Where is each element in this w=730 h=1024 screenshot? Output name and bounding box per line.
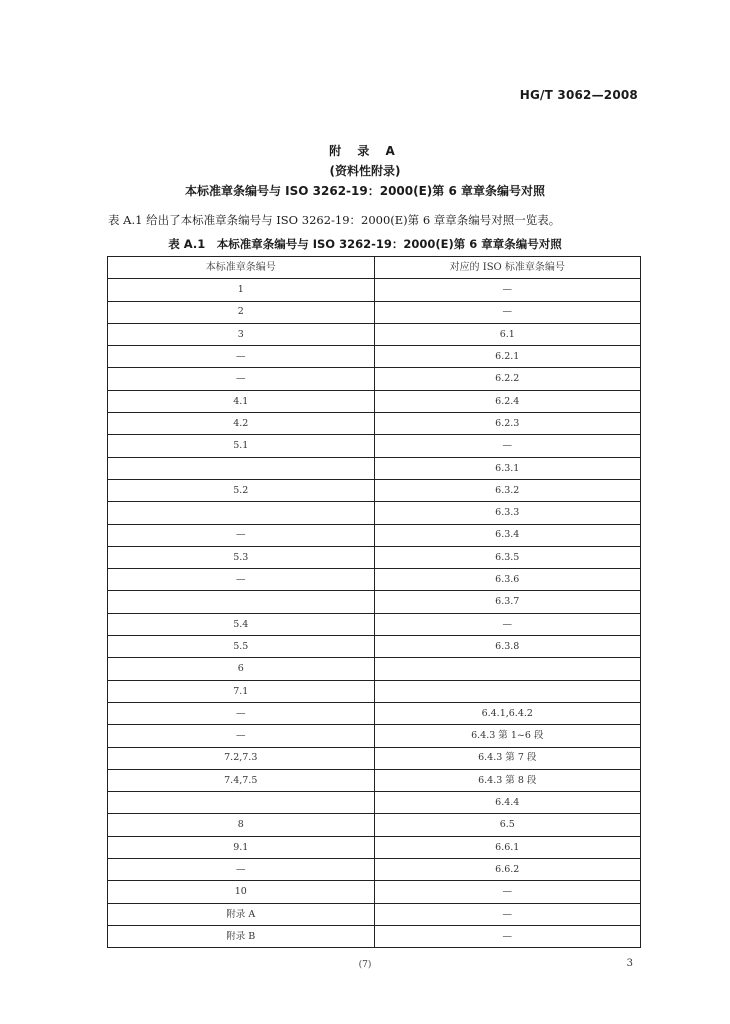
table-row: [108, 881, 641, 903]
cell-iso-standard: 6.4.3 第 1~6 段: [374, 725, 641, 747]
cell-this-standard: [108, 792, 375, 814]
table-row: [108, 368, 641, 390]
cell-this-standard: 9.1: [108, 836, 375, 858]
table-row: [108, 792, 641, 814]
cell-this-standard: 8: [108, 814, 375, 836]
cell-this-standard: 4.1: [108, 390, 375, 412]
cell-iso-standard: 6.2.2: [374, 368, 641, 390]
cell-iso-standard: [374, 658, 641, 680]
cell-iso-standard: 6.3.3: [374, 502, 641, 524]
page-footer-center: (7): [358, 960, 372, 970]
table-row: [108, 346, 641, 368]
table-row: [108, 457, 641, 479]
table-row: [108, 725, 641, 747]
table-row: [108, 859, 641, 881]
intro-paragraph: 表 A.1 给出了本标准章条编号与 ISO 3262-19：2000(E)第 6 章章条编号对照一览表。: [108, 213, 561, 227]
table-row: [108, 680, 641, 702]
cell-iso-standard: —: [374, 925, 641, 947]
appendix-subtitle: 本标准章条编号与 ISO 3262-19：2000(E)第 6 章章条编号对照: [184, 184, 545, 198]
cell-this-standard: —: [108, 725, 375, 747]
cell-this-standard: [108, 502, 375, 524]
column-header-iso-standard: 对应的 ISO 标准章条编号: [374, 257, 641, 279]
cell-this-standard: 7.4,7.5: [108, 769, 375, 791]
table-row: [108, 925, 641, 947]
table-row: [108, 702, 641, 724]
cell-this-standard: —: [108, 524, 375, 546]
table-row: [108, 413, 641, 435]
cell-iso-standard: —: [374, 301, 641, 323]
table-row: [108, 569, 641, 591]
cell-this-standard: 6: [108, 658, 375, 680]
cell-this-standard: —: [108, 702, 375, 724]
cell-this-standard: 5.1: [108, 435, 375, 457]
table-row: [108, 502, 641, 524]
cell-iso-standard: [374, 680, 641, 702]
cell-this-standard: 附录 B: [108, 925, 375, 947]
cell-iso-standard: 6.4.3 第 8 段: [374, 769, 641, 791]
cell-iso-standard: —: [374, 613, 641, 635]
table-row: [108, 769, 641, 791]
table-row: [108, 479, 641, 501]
table-row: [108, 435, 641, 457]
cell-this-standard: [108, 591, 375, 613]
clause-mapping-table: [107, 256, 641, 948]
cell-iso-standard: —: [374, 279, 641, 301]
cell-iso-standard: 6.3.7: [374, 591, 641, 613]
cell-iso-standard: 6.3.8: [374, 636, 641, 658]
cell-iso-standard: 6.4.3 第 7 段: [374, 747, 641, 769]
table-row: [108, 323, 641, 345]
cell-iso-standard: —: [374, 435, 641, 457]
cell-iso-standard: 6.6.1: [374, 836, 641, 858]
table-row: [108, 279, 641, 301]
cell-this-standard: 2: [108, 301, 375, 323]
page-number: 3: [626, 958, 633, 969]
cell-this-standard: 附录 A: [108, 903, 375, 925]
cell-this-standard: [108, 457, 375, 479]
cell-iso-standard: 6.2.1: [374, 346, 641, 368]
cell-iso-standard: 6.5: [374, 814, 641, 836]
table-row: [108, 390, 641, 412]
table-row: [108, 524, 641, 546]
appendix-nature: (资料性附录): [329, 164, 401, 178]
cell-iso-standard: 6.4.1,6.4.2: [374, 702, 641, 724]
table-row: [108, 546, 641, 568]
cell-iso-standard: 6.3.2: [374, 479, 641, 501]
cell-this-standard: 7.1: [108, 680, 375, 702]
cell-this-standard: 5.5: [108, 636, 375, 658]
cell-iso-standard: —: [374, 903, 641, 925]
cell-iso-standard: 6.3.6: [374, 569, 641, 591]
cell-this-standard: 5.4: [108, 613, 375, 635]
table-row: [108, 836, 641, 858]
table-row: [108, 301, 641, 323]
table-row: [108, 747, 641, 769]
cell-iso-standard: 6.3.1: [374, 457, 641, 479]
column-header-this-standard: 本标准章条编号: [108, 257, 375, 279]
cell-this-standard: 5.3: [108, 546, 375, 568]
appendix-title: 附 录 A: [329, 144, 401, 158]
table-row: [108, 903, 641, 925]
cell-this-standard: 4.2: [108, 413, 375, 435]
table-row: [108, 658, 641, 680]
table-row: [108, 814, 641, 836]
cell-iso-standard: 6.3.5: [374, 546, 641, 568]
table-header-row: [108, 257, 641, 279]
cell-iso-standard: 6.1: [374, 323, 641, 345]
cell-this-standard: —: [108, 346, 375, 368]
cell-iso-standard: 6.2.3: [374, 413, 641, 435]
cell-this-standard: 7.2,7.3: [108, 747, 375, 769]
cell-this-standard: —: [108, 368, 375, 390]
cell-this-standard: —: [108, 859, 375, 881]
table-row: [108, 613, 641, 635]
cell-this-standard: 10: [108, 881, 375, 903]
table-row: [108, 591, 641, 613]
cell-this-standard: 3: [108, 323, 375, 345]
table-body: [108, 279, 641, 948]
cell-iso-standard: 6.4.4: [374, 792, 641, 814]
cell-iso-standard: 6.6.2: [374, 859, 641, 881]
cell-this-standard: 5.2: [108, 479, 375, 501]
cell-iso-standard: 6.3.4: [374, 524, 641, 546]
standard-number: HG/T 3062—2008: [519, 88, 638, 102]
cell-this-standard: —: [108, 569, 375, 591]
cell-this-standard: 1: [108, 279, 375, 301]
table-row: [108, 636, 641, 658]
cell-iso-standard: —: [374, 881, 641, 903]
table-caption: 表 A.1 本标准章条编号与 ISO 3262-19：2000(E)第 6 章章条编号对照: [168, 237, 562, 251]
cell-iso-standard: 6.2.4: [374, 390, 641, 412]
